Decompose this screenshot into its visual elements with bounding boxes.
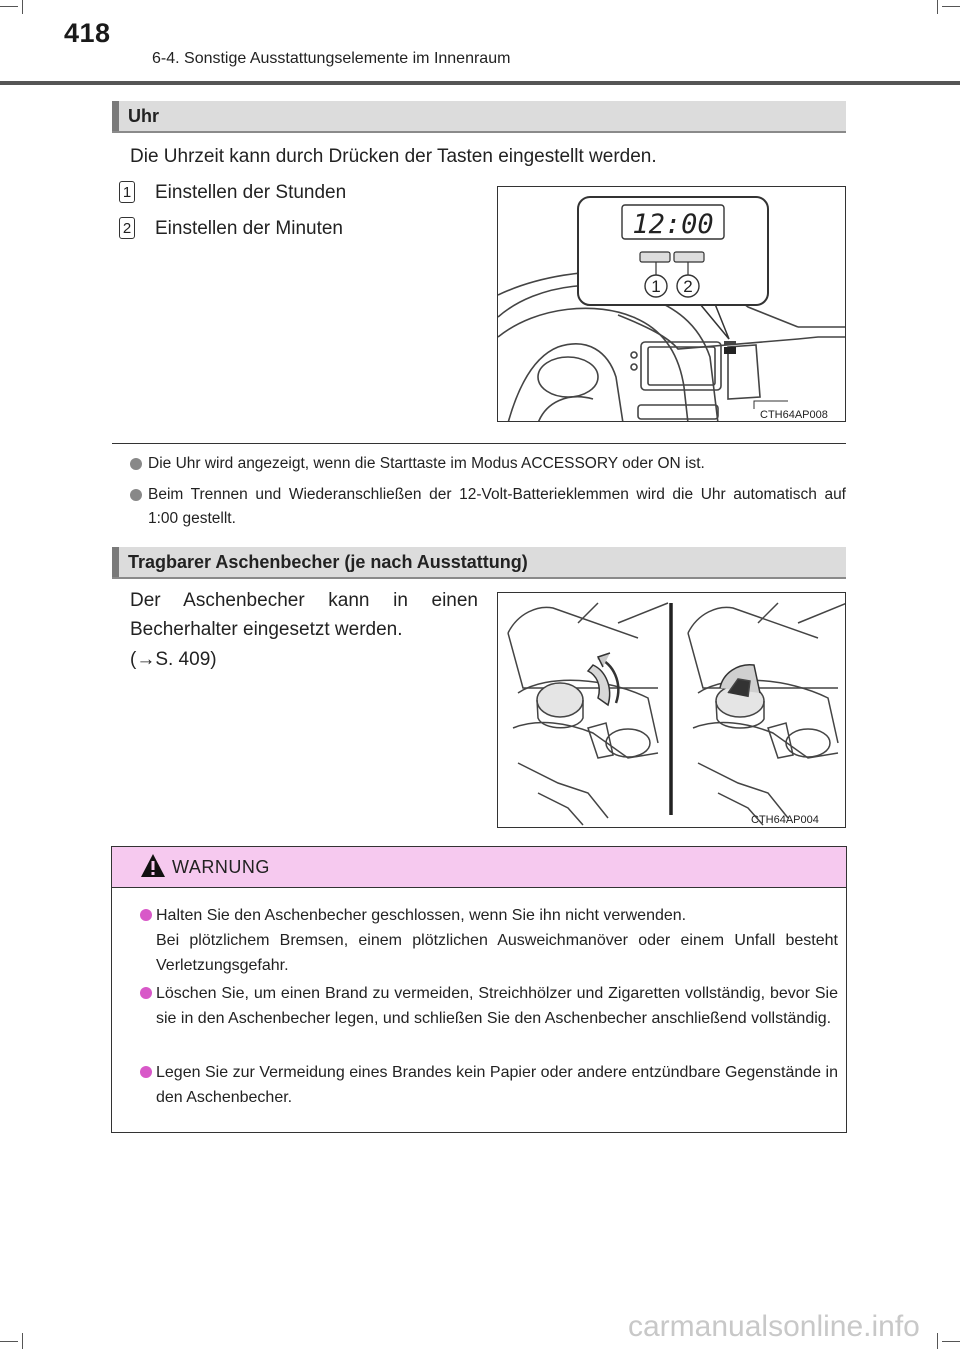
note-text: Beim Trennen und Wiederanschließen der 12-Volt-Batterieklemmen wird die Uhr automatisch auf 1:00 gestellt. [148, 486, 846, 527]
clock-intro: Die Uhrzeit kann durch Drücken der Tasten eingestellt werden. [130, 146, 657, 167]
warning-bullet [140, 1066, 152, 1078]
step-label-2: Einstellen der Minuten [155, 218, 343, 239]
warning-text: Bei plötzlichem Bremsen, einem plötzlichen Ausweichmanöver oder einem Unfall besteht Verletzungsgefahr. [156, 932, 838, 974]
section-divider [112, 443, 846, 444]
note-2 [130, 483, 846, 531]
warning-text: Legen Sie zur Vermeidung eines Brandes kein Papier oder andere entzündbare Gegenstände in den Aschenbecher. [156, 1064, 838, 1106]
ashtray-figure [497, 592, 846, 828]
chapter-title: 6-4. Sonstige Ausstattungselemente im Innenraum [152, 50, 511, 67]
ashtray-illustration [498, 593, 846, 828]
warning-bullet [140, 987, 152, 999]
watermark: carmanualsonline.info [628, 1310, 920, 1343]
crop-mark [942, 6, 960, 7]
crop-mark [0, 6, 18, 7]
section-header-ashtray [112, 547, 846, 579]
crop-mark [22, 0, 23, 14]
ashtray-text-line-1: Der Aschenbecher kann in einen [130, 590, 478, 611]
header-rule [0, 81, 960, 85]
crop-mark [942, 1341, 960, 1342]
warning-triangle-icon [140, 853, 166, 879]
clock-figure [497, 186, 846, 422]
clock-display-time: 12:00 [632, 209, 714, 240]
callout-1: 1 [651, 277, 661, 296]
section-title: Tragbarer Aschenbecher (je nach Ausstattung) [128, 552, 528, 572]
note-1 [130, 452, 846, 476]
section-accent [112, 547, 119, 577]
section-title: Uhr [128, 106, 159, 126]
warning-item-3 [140, 1060, 838, 1110]
page-number: 418 [64, 18, 111, 48]
ashtray-text-line-2: Becherhalter eingesetzt werden. [130, 619, 403, 640]
warning-text: Löschen Sie, um einen Brand zu vermeiden, Streichhölzer und Zigaretten vollständig, bevor Sie sie in den Aschenbecher legen, und schließen Sie den Aschenbecher anschließend vollständig. [156, 985, 838, 1027]
warning-bullet [140, 909, 152, 921]
crop-mark [937, 1333, 938, 1349]
callout-2: 2 [683, 277, 693, 296]
warning-item-2 [140, 981, 838, 1031]
dashboard-illustration [498, 187, 846, 422]
figure-code: CTH64AP008 [760, 409, 828, 421]
figure-code: CTH64AP004 [751, 814, 819, 826]
crop-mark [22, 1333, 23, 1349]
warning-title: WARNUNG [172, 857, 270, 877]
warning-item-1 [140, 903, 838, 978]
warning-header [112, 847, 846, 888]
warning-text: Halten Sie den Aschenbecher geschlossen, wenn Sie ihn nicht verwenden. [156, 907, 687, 924]
step-badge-2: 2 [119, 217, 135, 239]
step-badge-1: 1 [119, 181, 135, 203]
section-header-clock [112, 101, 846, 133]
note-bullet [130, 458, 142, 470]
note-bullet [130, 489, 142, 501]
note-text: Die Uhr wird angezeigt, wenn die Starttaste im Modus ACCESSORY oder ON ist. [148, 455, 705, 472]
ashtray-page-reference: (→S. 409) [130, 649, 217, 670]
step-label-1: Einstellen der Stunden [155, 182, 347, 203]
crop-mark [937, 0, 938, 14]
crop-mark [0, 1341, 18, 1342]
warning-box [111, 846, 847, 1133]
section-accent [112, 101, 119, 131]
